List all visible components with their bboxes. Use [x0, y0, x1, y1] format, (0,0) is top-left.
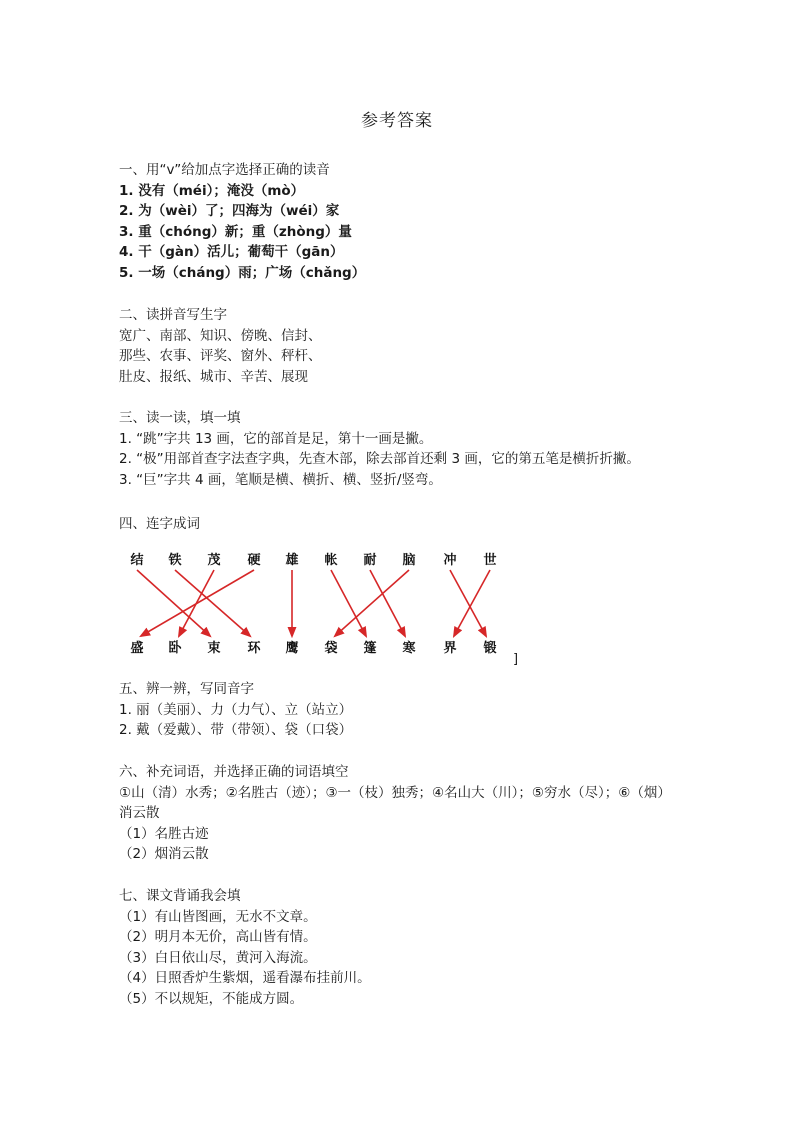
section-heading: 七、课文背诵我会填 — [119, 888, 241, 904]
bottom-char: 界 — [443, 641, 457, 656]
section-idioms — [119, 762, 679, 865]
section-heading: 二、读拼音写生字 — [119, 307, 227, 323]
bottom-char: 锻 — [483, 641, 497, 656]
connection-diagram — [119, 546, 539, 672]
answer-line: （4）日照香炉生紫烟，遥看瀑布挂前川。 — [119, 970, 371, 986]
answer-line: 肚皮、报纸、城市、辛苦、展现 — [119, 368, 308, 385]
page-title: 参考答案 — [361, 111, 433, 131]
connection-arrow — [450, 570, 486, 636]
answer-line: （3）白日依山尽，黄河入海流。 — [119, 949, 317, 966]
section-pronunciation — [119, 160, 365, 283]
answer-line: （5）不以规矩，不能成方圆。 — [119, 990, 304, 1007]
top-char: 茂 — [207, 553, 221, 568]
answer-line: ①山（清）水秀；②名胜古（迹）；③一（枝）独秀；④名山大（川）；⑤穷水（尽）；⑥（烟）消云散 — [119, 784, 671, 821]
section-heading: 三、读一读，填一填 — [119, 410, 241, 426]
bottom-char: 寒 — [402, 641, 416, 656]
connection-arrow — [454, 570, 490, 636]
answer-line: 2. “极”用部首查字法查字典，先查木部，除去部首还剩 3 画，它的第五笔是横折折撇。 — [119, 451, 640, 467]
top-char: 雄 — [285, 553, 299, 568]
answer-line: （1）名胜古迹 — [119, 825, 209, 842]
top-char: 硬 — [247, 553, 261, 568]
section-heading: 一、用“v”给加点字选择正确的读音 — [119, 162, 330, 178]
section-recitation — [119, 886, 371, 1009]
bottom-char: 鹰 — [285, 641, 299, 656]
top-char: 世 — [483, 553, 497, 568]
connection-arrow — [331, 570, 366, 636]
answer-line: （1）有山皆图画，无水不文章。 — [119, 908, 317, 925]
answer-line: （2）明月本无价，高山皆有情。 — [119, 929, 317, 945]
answer-line: 5. 一场（cháng）雨；广场（chǎng） — [119, 264, 366, 281]
answer-line: 那些、农事、评奖、窗外、秤杆、 — [119, 348, 322, 364]
answer-line: 4. 干（gàn）活儿；葡萄干（gān） — [119, 244, 344, 260]
section-connect-words — [119, 514, 200, 535]
top-char: 结 — [130, 553, 144, 568]
section-homophones — [119, 679, 352, 741]
answer-line: 2. 为（wèi）了；四海为（wéi）家 — [119, 203, 340, 219]
top-char: 脑 — [402, 553, 416, 568]
answer-line: （2）烟消云散 — [119, 846, 209, 862]
connection-arrow — [141, 570, 254, 636]
answer-line: 宽广、南部、知识、傍晚、信封、 — [119, 327, 322, 344]
top-char: 耐 — [363, 553, 377, 568]
connection-arrow — [335, 570, 409, 636]
answer-line: 1. 丽（美丽）、力（力气）、立（站立） — [119, 701, 353, 718]
top-char: 铁 — [168, 553, 182, 568]
bottom-char: 束 — [207, 641, 221, 656]
section-write-characters — [119, 305, 322, 387]
connection-arrow — [175, 570, 250, 636]
top-char: 冲 — [443, 553, 457, 568]
stray-bracket: ] — [513, 652, 519, 667]
section-heading: 四、连字成词 — [119, 516, 200, 532]
answer-line: 3. 重（chóng）新；重（zhòng）量 — [119, 223, 352, 240]
section-heading: 六、补充词语，并选择正确的词语填空 — [119, 764, 349, 780]
top-char: 帐 — [324, 553, 338, 568]
bottom-char: 环 — [247, 641, 261, 656]
bottom-char: 卧 — [168, 641, 182, 656]
bottom-char: 盛 — [130, 641, 144, 656]
bottom-char: 篷 — [363, 641, 377, 656]
answer-line: 1. “跳”字共 13 画，它的部首是足，第十一画是撇。 — [119, 430, 433, 447]
bottom-char: 袋 — [324, 641, 338, 656]
answer-line: 3. “巨”字共 4 画，笔顺是横、横折、横、竖折/竖弯。 — [119, 471, 442, 488]
section-heading: 五、辨一辨，写同音字 — [119, 681, 254, 697]
section-read-fill — [119, 408, 640, 490]
answer-line: 1. 没有（méi）；淹没（mò） — [119, 182, 305, 199]
connection-arrow — [370, 570, 405, 636]
answer-line: 2. 戴（爱戴）、带（带领）、袋（口袋） — [119, 722, 353, 738]
